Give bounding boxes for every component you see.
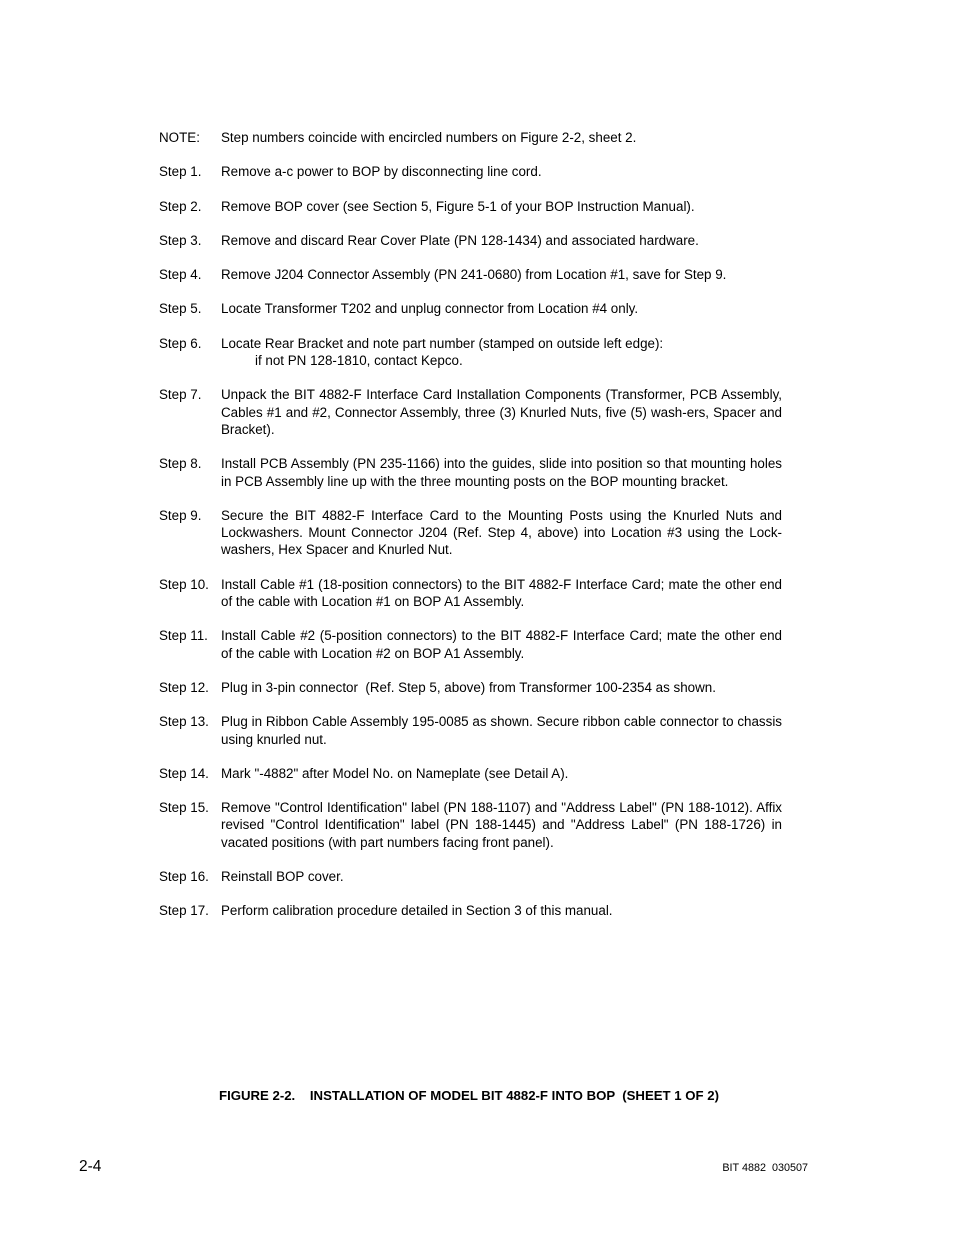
step-label: Step 16. xyxy=(159,869,209,885)
step-label: Step 14. xyxy=(159,765,209,781)
step-label: Step 5. xyxy=(159,301,202,317)
note-item xyxy=(159,129,782,146)
step-item xyxy=(159,300,782,317)
step-item xyxy=(159,679,782,696)
step-text: Unpack the BIT 4882-F Interface Card Installation Components (Transformer, PCB Assembly, Cables #1 and #2, Connector Assembly, three (3) Knurled Nuts, five (5) wash-ers, Spacer and Bracket). xyxy=(221,387,782,437)
step-label: Step 17. xyxy=(159,903,209,919)
document-id: BIT 4882 030507 xyxy=(722,1162,808,1174)
step-label: Step 2. xyxy=(159,198,202,214)
step-label: Step 1. xyxy=(159,164,202,180)
step-label: Step 13. xyxy=(159,714,209,730)
step-item xyxy=(159,799,782,851)
step-text: Remove "Control Identification" label (PN 188-1107) and "Address Label" (PN 188-1012). Affix revised "Control Identification" label (PN 188-1445) and "Address Label" (PN 188-1726) in vacated positions (with part numbers facing front panel). xyxy=(221,800,782,850)
step-text: Mark "-4882" after Model No. on Nameplate (see Detail A). xyxy=(221,765,569,781)
step-label: Step 15. xyxy=(159,800,209,816)
step-label: Step 11. xyxy=(159,628,208,644)
step-item xyxy=(159,507,782,559)
page-number: 2-4 xyxy=(79,1158,102,1175)
step-text: Remove BOP cover (see Section 5, Figure 5-1 of your BOP Instruction Manual). xyxy=(221,198,695,214)
step-text: Step numbers coincide with encircled numbers on Figure 2-2, sheet 2. xyxy=(221,130,637,145)
figure-caption: FIGURE 2-2. INSTALLATION OF MODEL BIT 4882-F INTO BOP (SHEET 1 OF 2) xyxy=(219,1088,719,1103)
step-text: Perform calibration procedure detailed in Section 3 of this manual. xyxy=(221,903,613,919)
step-text: Secure the BIT 4882-F Interface Card to the Mounting Posts using the Knurled Nuts and Lockwashers. Mount Connector J204 (Ref. Step 4, above) into Location #3 using the Lock-washers, Hex Spacer and Knurled Nut. xyxy=(221,507,782,558)
step-item xyxy=(159,713,782,748)
step-text: Install PCB Assembly (PN 235-1166) into the guides, slide into position so that mounting holes in PCB Assembly line up with the three mounting posts on the BOP mounting bracket. xyxy=(221,456,782,489)
step-item xyxy=(159,455,782,490)
step-item xyxy=(159,266,782,283)
step-label: Step 4. xyxy=(159,267,202,283)
step-label: NOTE: xyxy=(159,130,200,145)
step-label: Step 12. xyxy=(159,679,209,695)
step-text: Install Cable #1 (18-position connectors) to the BIT 4882-F Interface Card; mate the other end of the cable with Location #1 on BOP A1 Assembly. xyxy=(221,576,782,610)
step-item xyxy=(159,868,782,885)
step-text: Remove J204 Connector Assembly (PN 241-0680) from Location #1, save for Step 9. xyxy=(221,267,727,283)
step-item xyxy=(159,232,782,249)
step-label: Step 9. xyxy=(159,507,202,523)
step-label: Step 8. xyxy=(159,456,202,472)
step-list xyxy=(159,129,782,937)
step-text: Plug in 3-pin connector (Ref. Step 5, above) from Transformer 100-2354 as shown. xyxy=(221,679,716,695)
step-text: Plug in Ribbon Cable Assembly 195-0085 as shown. Secure ribbon cable connector to chassis using knurled nut. xyxy=(221,714,782,747)
step-subtext: if not PN 128-1810, contact Kepco. xyxy=(255,353,463,369)
step-item xyxy=(159,765,782,782)
step-item xyxy=(159,386,782,438)
step-label: Step 6. xyxy=(159,335,202,351)
step-label: Step 3. xyxy=(159,232,202,248)
step-text: Install Cable #2 (5-position connectors) to the BIT 4882-F Interface Card; mate the other end of the cable with Location #2 on BOP A1 Assembly. xyxy=(221,628,782,661)
step-text: Reinstall BOP cover. xyxy=(221,869,344,885)
step-label: Step 10. xyxy=(159,576,209,592)
step-item xyxy=(159,198,782,215)
step-item xyxy=(159,163,782,180)
step-item xyxy=(159,627,782,662)
step-text: Remove and discard Rear Cover Plate (PN 128-1434) and associated hardware. xyxy=(221,232,699,248)
step-item xyxy=(159,335,782,370)
step-text: Locate Rear Bracket and note part number (stamped on outside left edge): xyxy=(221,335,664,351)
step-item xyxy=(159,576,782,611)
step-item xyxy=(159,902,782,919)
step-text: Remove a-c power to BOP by disconnecting line cord. xyxy=(221,164,542,180)
step-label: Step 7. xyxy=(159,387,202,403)
step-text: Locate Transformer T202 and unplug connector from Location #4 only. xyxy=(221,301,639,317)
step-text-block xyxy=(221,335,782,370)
